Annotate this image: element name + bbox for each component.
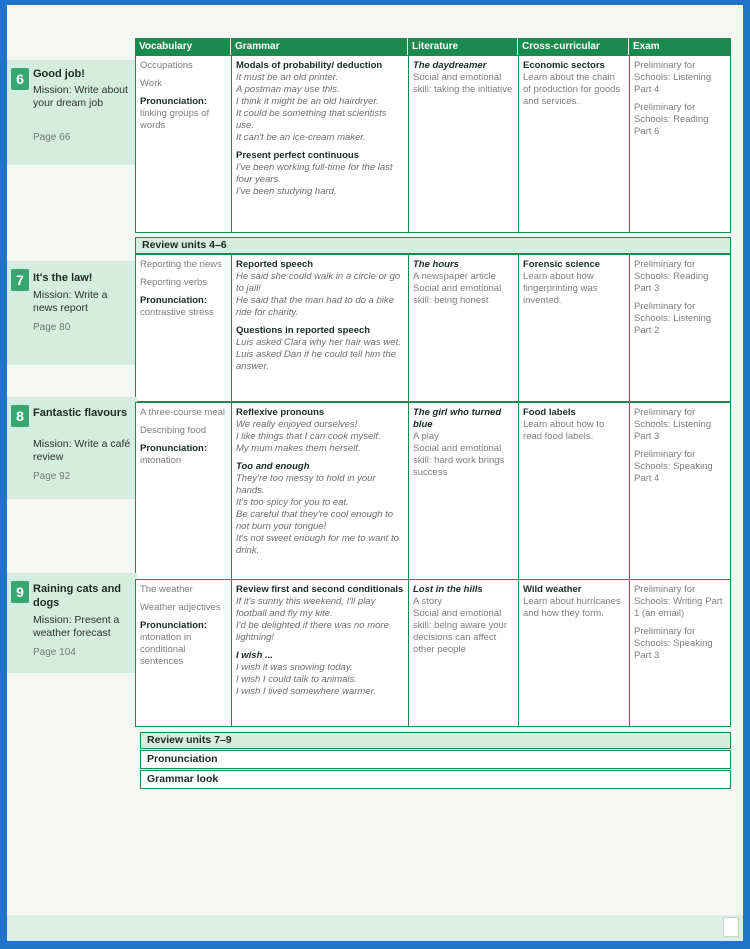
- unit-mission: Mission: Write a news report: [33, 289, 108, 314]
- grammar-cell: [231, 255, 408, 401]
- literature-title: Lost in the hills: [413, 584, 483, 595]
- pronunciation-text: linking groups of words: [140, 108, 210, 131]
- header-grammar: Grammar: [230, 38, 407, 55]
- grammar-example: Be careful that they're cool enough to not burn your tongue!: [236, 509, 394, 532]
- literature-cell: [408, 255, 518, 401]
- unit-page: Page 104: [33, 647, 76, 658]
- unit-8-sidebar: [7, 397, 137, 499]
- grammar-example: I wish it was snowing today.: [236, 662, 353, 673]
- literature-title: The daydreamer: [413, 60, 487, 71]
- header-cross-curricular: Cross-curricular: [517, 38, 628, 55]
- header-vocabulary: Vocabulary: [139, 41, 193, 52]
- cross-curricular-cell: [518, 403, 629, 579]
- unit-page: Page 92: [33, 471, 71, 482]
- grammar-heading: Questions in reported speech: [236, 325, 371, 336]
- unit-mission: Mission: Write a café review: [33, 438, 131, 463]
- cross-curricular-cell: [518, 580, 629, 726]
- grammar-example: I wish I lived somewhere warmer.: [236, 686, 377, 697]
- exam-item: Preliminary for Schools: Writing Part 1 (an email): [634, 584, 723, 619]
- header-literature: Literature: [407, 38, 517, 55]
- literature-text: A newspaper article: [413, 271, 496, 282]
- grammar-example: It's too spicy for you to eat.: [236, 497, 349, 508]
- grammar-heading: Reflexive pronouns: [236, 407, 325, 418]
- unit-title: Raining cats and dogs: [33, 583, 122, 609]
- unit-number-badge: 8: [11, 405, 29, 427]
- vocabulary-cell: [136, 56, 231, 232]
- pronunciation-label: Pronunciation:: [140, 295, 208, 306]
- pronunciation-text: intonation in conditional sentences: [140, 632, 192, 667]
- grammar-cell: [231, 403, 408, 579]
- unit-9-sidebar: [7, 573, 137, 673]
- grammar-heading: Reported speech: [236, 259, 314, 270]
- review-units-7-9: Review units 7–9: [140, 732, 731, 749]
- literature-cell: [408, 580, 518, 726]
- review-units-4-6: Review units 4–6: [135, 237, 731, 254]
- grammar-example: I wish I could talk to animals.: [236, 674, 357, 685]
- vocabulary-cell: [136, 403, 231, 579]
- literature-text: Social and emotional skill: being honest: [413, 283, 502, 306]
- unit-page: Page 80: [33, 322, 71, 333]
- vocab-item: The weather: [140, 584, 193, 595]
- unit-8-row: [135, 402, 731, 580]
- exam-item: Preliminary for Schools: Speaking Part 3: [634, 626, 713, 661]
- vocabulary-cell: [136, 255, 231, 401]
- grammar-example: Luis asked Clara why her hair was wet.: [236, 337, 401, 348]
- exam-item: Preliminary for Schools: Listening Part 4: [634, 60, 712, 95]
- cross-title: Forensic science: [523, 259, 601, 270]
- cross-text: Learn about hurricanes and how they form.: [523, 596, 621, 619]
- exam-item: Preliminary for Schools: Reading Part 6: [634, 102, 709, 137]
- vocab-item: Describing food: [140, 425, 207, 436]
- grammar-example: They're too messy to hold in your hands.: [236, 473, 376, 496]
- literature-cell: [408, 56, 518, 232]
- exam-item: Preliminary for Schools: Listening Part 3: [634, 407, 712, 442]
- unit-page: Page 66: [33, 132, 71, 143]
- literature-text: A play: [413, 431, 439, 442]
- pronunciation-text: contrastive stress: [140, 307, 214, 318]
- unit-9-row: [135, 579, 731, 727]
- unit-number-badge: 6: [11, 68, 29, 90]
- grammar-example: If it's sunny this weekend, I'll play football and fly my kite.: [236, 596, 376, 619]
- unit-title: Good job!: [33, 68, 85, 80]
- cross-curricular-cell: [518, 255, 629, 401]
- pronunciation-label: Pronunciation:: [140, 620, 208, 631]
- vocab-item: Work: [140, 78, 162, 89]
- unit-mission: Mission: Present a weather forecast: [33, 614, 120, 639]
- grammar-look-row: Grammar look: [140, 770, 731, 789]
- literature-cell: [408, 403, 518, 579]
- exam-cell: [629, 403, 730, 579]
- cross-text: Learn about the chain of production for goods and services.: [523, 72, 621, 107]
- grammar-example: I've been working full-time for the last four years.: [236, 162, 393, 185]
- grammar-example: I like things that I can cook myself.: [236, 431, 381, 442]
- grammar-example: I've been studying hard.: [236, 186, 337, 197]
- grammar-example: It can't be an ice-cream maker.: [236, 132, 366, 143]
- unit-7-row: [135, 254, 731, 402]
- vocab-item: Reporting the news: [140, 259, 222, 270]
- grammar-cell: [231, 56, 408, 232]
- grammar-heading: Present perfect continuous: [236, 150, 359, 161]
- unit-number-badge: 7: [11, 269, 29, 291]
- unit-mission: Mission: Write about your dream job: [33, 84, 128, 109]
- grammar-example: It's not sweet enough for me to want to drink.: [236, 533, 399, 556]
- grammar-example: My mum makes them herself.: [236, 443, 361, 454]
- grammar-example: He said that the man had to do a bike ride for charity.: [236, 295, 394, 318]
- header-exam: Exam: [628, 38, 731, 55]
- exam-item: Preliminary for Schools: Listening Part 2: [634, 301, 712, 336]
- exam-item: Preliminary for Schools: Reading Part 3: [634, 259, 709, 294]
- page-corner-tab: [723, 917, 739, 937]
- vocab-item: Occupations: [140, 60, 193, 71]
- vocab-item: Weather adjectives: [140, 602, 221, 613]
- literature-title: The girl who turned blue: [413, 407, 502, 430]
- exam-cell: [629, 255, 730, 401]
- grammar-example: He said she could walk in a circle or go to jail!: [236, 271, 401, 294]
- cross-text: Learn about how fingerprinting was invented.: [523, 271, 598, 306]
- grammar-example: I think it might be an old hairdryer.: [236, 96, 379, 107]
- cross-curricular-cell: [518, 56, 629, 232]
- grammar-heading: I wish ...: [236, 650, 273, 661]
- footer-strip: [7, 915, 743, 941]
- grammar-cell: [231, 580, 408, 726]
- grammar-example: A postman may use this.: [236, 84, 340, 95]
- literature-text: Social and emotional skill: taking the initiative: [413, 72, 513, 95]
- pronunciation-label: Pronunciation:: [140, 443, 208, 454]
- grammar-example: I'd be delighted if there was no more lightning!: [236, 620, 389, 643]
- vocab-item: A three-course meal: [140, 407, 226, 418]
- unit-6-row: [135, 55, 731, 233]
- unit-number-badge: 9: [11, 581, 29, 603]
- pronunciation-row: Pronunciation: [140, 750, 731, 769]
- grammar-example: We really enjoyed ourselves!: [236, 419, 358, 430]
- grammar-heading: Too and enough: [236, 461, 310, 472]
- cross-title: Food labels: [523, 407, 576, 418]
- grammar-example: It could be something that scientists use.: [236, 108, 387, 131]
- literature-text: A story: [413, 596, 443, 607]
- literature-title: The hours: [413, 259, 459, 270]
- grammar-heading: Modals of probability/ deduction: [236, 60, 383, 71]
- literature-text: Social and emotional skill: being aware your decisions can affect other people: [413, 608, 507, 655]
- unit-title: Fantastic flavours: [33, 407, 128, 419]
- exam-item: Preliminary for Schools: Speaking Part 4: [634, 449, 713, 484]
- unit-7-sidebar: [7, 261, 137, 365]
- cross-title: Economic sectors: [523, 60, 605, 71]
- unit-6-sidebar: [7, 60, 137, 165]
- grammar-example: Luis asked Dan if he could tell him the answer.: [236, 349, 397, 372]
- exam-cell: [629, 56, 730, 232]
- cross-title: Wild weather: [523, 584, 582, 595]
- vocab-item: Reporting verbs: [140, 277, 208, 288]
- pronunciation-label: Pronunciation:: [140, 96, 208, 107]
- grammar-heading: Review first and second conditionals: [236, 584, 404, 595]
- pronunciation-text: intonation: [140, 455, 182, 466]
- vocabulary-cell: [136, 580, 231, 726]
- book-page: [7, 5, 743, 941]
- exam-cell: [629, 580, 730, 726]
- unit-title: It's the law!: [33, 272, 93, 284]
- grammar-example: It must be an old printer.: [236, 72, 339, 83]
- cross-text: Learn about how to read food labels.: [523, 419, 605, 442]
- literature-text: Social and emotional skill: hard work brings success: [413, 443, 505, 478]
- table-header: [135, 38, 731, 55]
